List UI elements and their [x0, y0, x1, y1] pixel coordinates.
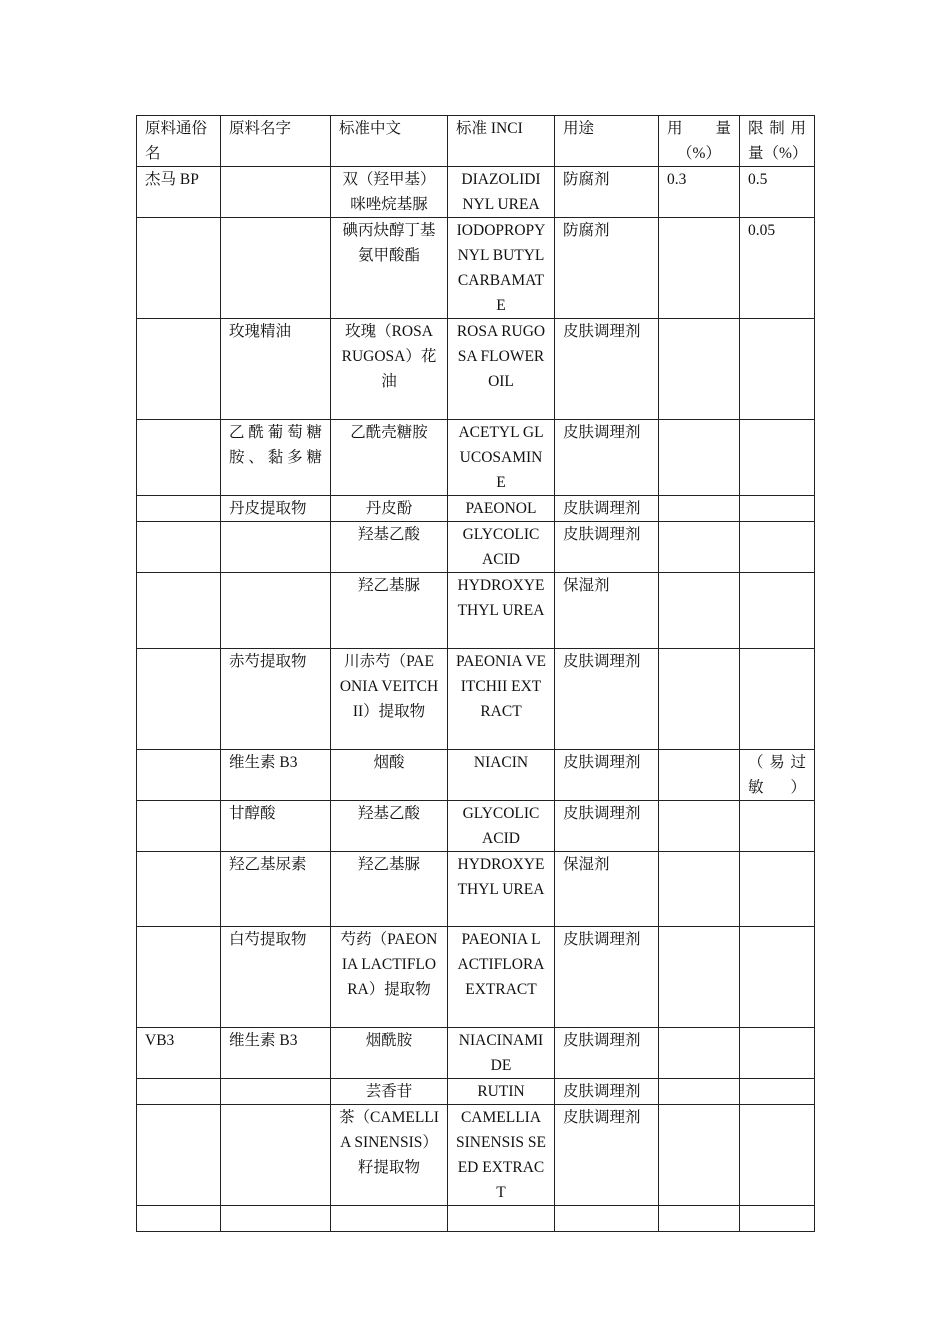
cell-limit: [740, 1206, 815, 1232]
cell-cn: 烟酸: [331, 750, 448, 801]
cell-common: [137, 750, 221, 801]
cell-name: [221, 573, 331, 649]
table-row: [137, 750, 815, 801]
cell-common: [137, 927, 221, 1028]
table-row: [137, 801, 815, 852]
cell-cn: 芍药（PAEONIA LACTIFLORA）提取物: [331, 927, 448, 1028]
cell-cn: 羟乙基脲: [331, 852, 448, 927]
cell-limit: [740, 649, 815, 750]
cell-use: 皮肤调理剂: [555, 1028, 659, 1079]
cell-limit: [740, 852, 815, 927]
ingredient-table: [136, 115, 815, 1232]
cell-amount: [659, 927, 740, 1028]
cell-common: [137, 496, 221, 522]
cell-use: 保湿剂: [555, 573, 659, 649]
table-row: [137, 218, 815, 319]
cell-name: 甘醇酸: [221, 801, 331, 852]
cell-inci: ROSA RUGOSA FLOWER OIL: [448, 319, 555, 420]
cell-use: 皮肤调理剂: [555, 1105, 659, 1206]
header-amount-right: 量: [715, 120, 731, 137]
cell-amount: [659, 218, 740, 319]
cell-name: [221, 1105, 331, 1206]
cell-cn: 碘丙炔醇丁基氨甲酸酯: [331, 218, 448, 319]
cell-inci: NIACINAMIDE: [448, 1028, 555, 1079]
cell-common: [137, 801, 221, 852]
cell-cn: 丹皮酚: [331, 496, 448, 522]
cell-amount: [659, 573, 740, 649]
cell-limit: [740, 319, 815, 420]
table-row: [137, 522, 815, 573]
cell-inci: PAEONOL: [448, 496, 555, 522]
cell-name: [221, 1079, 331, 1105]
cell-name: 赤芍提取物: [221, 649, 331, 750]
header-material-name: 原料名字: [221, 116, 331, 167]
cell-limit: [740, 522, 815, 573]
cell-inci: GLYCOLIC ACID: [448, 522, 555, 573]
header-amount-unit: （%）: [677, 145, 721, 162]
cell-amount: [659, 1105, 740, 1206]
cell-use: 皮肤调理剂: [555, 522, 659, 573]
cell-use: 皮肤调理剂: [555, 927, 659, 1028]
cell-use: [555, 1206, 659, 1232]
cell-name: 玫瑰精油: [221, 319, 331, 420]
cell-cn: [331, 1206, 448, 1232]
cell-amount: [659, 496, 740, 522]
cell-amount: [659, 319, 740, 420]
cell-cn: 羟基乙酸: [331, 801, 448, 852]
cell-cn: 玫瑰（ROSA RUGOSA）花油: [331, 319, 448, 420]
table-row: [137, 1079, 815, 1105]
cell-limit: 0.5: [740, 167, 815, 218]
cell-common: [137, 852, 221, 927]
cell-name: [221, 522, 331, 573]
cell-common: 杰马 BP: [137, 167, 221, 218]
cell-use: 保湿剂: [555, 852, 659, 927]
cell-cn: 茶（CAMELLIA SINENSIS）籽提取物: [331, 1105, 448, 1206]
table-row: [137, 1028, 815, 1079]
cell-limit: 0.05: [740, 218, 815, 319]
cell-amount: [659, 522, 740, 573]
cell-name: 白芍提取物: [221, 927, 331, 1028]
cell-cn: 乙酰壳糖胺: [331, 420, 448, 496]
cell-use: 防腐剂: [555, 167, 659, 218]
cell-common: [137, 1079, 221, 1105]
cell-inci: PAEONIA VEITCHII EXTRACT: [448, 649, 555, 750]
cell-use: 皮肤调理剂: [555, 496, 659, 522]
cell-common: [137, 522, 221, 573]
cell-name: 乙酰葡萄糖胺、黏多糖: [221, 420, 331, 496]
header-amount: [659, 116, 740, 167]
cell-cn: 羟乙基脲: [331, 573, 448, 649]
cell-amount: [659, 649, 740, 750]
cell-use: 皮肤调理剂: [555, 319, 659, 420]
cell-inci: DIAZOLIDINYL UREA: [448, 167, 555, 218]
cell-inci: IODOPROPYNYL BUTYLCARBAMATE: [448, 218, 555, 319]
table-row: [137, 496, 815, 522]
cell-name: 维生素 B3: [221, 1028, 331, 1079]
cell-inci: RUTIN: [448, 1079, 555, 1105]
cell-common: [137, 218, 221, 319]
cell-limit: [740, 801, 815, 852]
cell-cn: 烟酰胺: [331, 1028, 448, 1079]
cell-amount: [659, 852, 740, 927]
cell-amount: [659, 1206, 740, 1232]
table-row: [137, 1206, 815, 1232]
cell-name: 维生素 B3: [221, 750, 331, 801]
header-std-chinese: 标准中文: [331, 116, 448, 167]
table-row: [137, 852, 815, 927]
cell-use: 皮肤调理剂: [555, 801, 659, 852]
cell-cn: 羟基乙酸: [331, 522, 448, 573]
cell-common: [137, 573, 221, 649]
header-usage: 用途: [555, 116, 659, 167]
cell-name: 羟乙基尿素: [221, 852, 331, 927]
cell-name: [221, 1206, 331, 1232]
cell-inci: [448, 1206, 555, 1232]
cell-limit: [740, 573, 815, 649]
cell-common: [137, 319, 221, 420]
header-row: [137, 116, 815, 167]
table-row: [137, 927, 815, 1028]
cell-limit: （易过敏）: [740, 750, 815, 801]
cell-limit: [740, 1028, 815, 1079]
cell-limit: [740, 1079, 815, 1105]
cell-name: [221, 218, 331, 319]
cell-amount: [659, 1079, 740, 1105]
cell-use: 皮肤调理剂: [555, 420, 659, 496]
table-row: [137, 649, 815, 750]
cell-limit: [740, 496, 815, 522]
cell-name: 丹皮提取物: [221, 496, 331, 522]
cell-limit: [740, 1105, 815, 1206]
cell-inci: HYDROXYETHYL UREA: [448, 573, 555, 649]
table-row: [137, 167, 815, 218]
cell-amount: [659, 801, 740, 852]
cell-amount: [659, 750, 740, 801]
cell-use: 皮肤调理剂: [555, 649, 659, 750]
table-row: [137, 319, 815, 420]
cell-amount: 0.3: [659, 167, 740, 218]
cell-cn: 川赤芍（PAEONIA VEITCHII）提取物: [331, 649, 448, 750]
cell-use: 皮肤调理剂: [555, 750, 659, 801]
header-common-name: 原料通俗名: [137, 116, 221, 167]
cell-common: VB3: [137, 1028, 221, 1079]
cell-inci: GLYCOLIC ACID: [448, 801, 555, 852]
cell-common: [137, 1105, 221, 1206]
cell-use: 防腐剂: [555, 218, 659, 319]
cell-inci: NIACIN: [448, 750, 555, 801]
cell-name: [221, 167, 331, 218]
cell-cn: 双（羟甲基）咪唑烷基脲: [331, 167, 448, 218]
table-row: [137, 573, 815, 649]
header-amount-left: 用: [667, 120, 683, 137]
table-row: [137, 1105, 815, 1206]
cell-common: [137, 420, 221, 496]
header-std-inci: 标准 INCI: [448, 116, 555, 167]
table-row: [137, 420, 815, 496]
cell-amount: [659, 1028, 740, 1079]
cell-inci: PAEONIA LACTIFLORA EXTRACT: [448, 927, 555, 1028]
cell-cn: 芸香苷: [331, 1079, 448, 1105]
header-limit: 限 制 用 量（%）: [740, 116, 815, 167]
cell-common: [137, 1206, 221, 1232]
cell-use: 皮肤调理剂: [555, 1079, 659, 1105]
cell-inci: ACETYL GLUCOSAMINE: [448, 420, 555, 496]
cell-inci: HYDROXYETHYL UREA: [448, 852, 555, 927]
cell-inci: CAMELLIA SINENSIS SEED EXTRACT: [448, 1105, 555, 1206]
cell-limit: [740, 420, 815, 496]
cell-limit: [740, 927, 815, 1028]
cell-common: [137, 649, 221, 750]
cell-amount: [659, 420, 740, 496]
